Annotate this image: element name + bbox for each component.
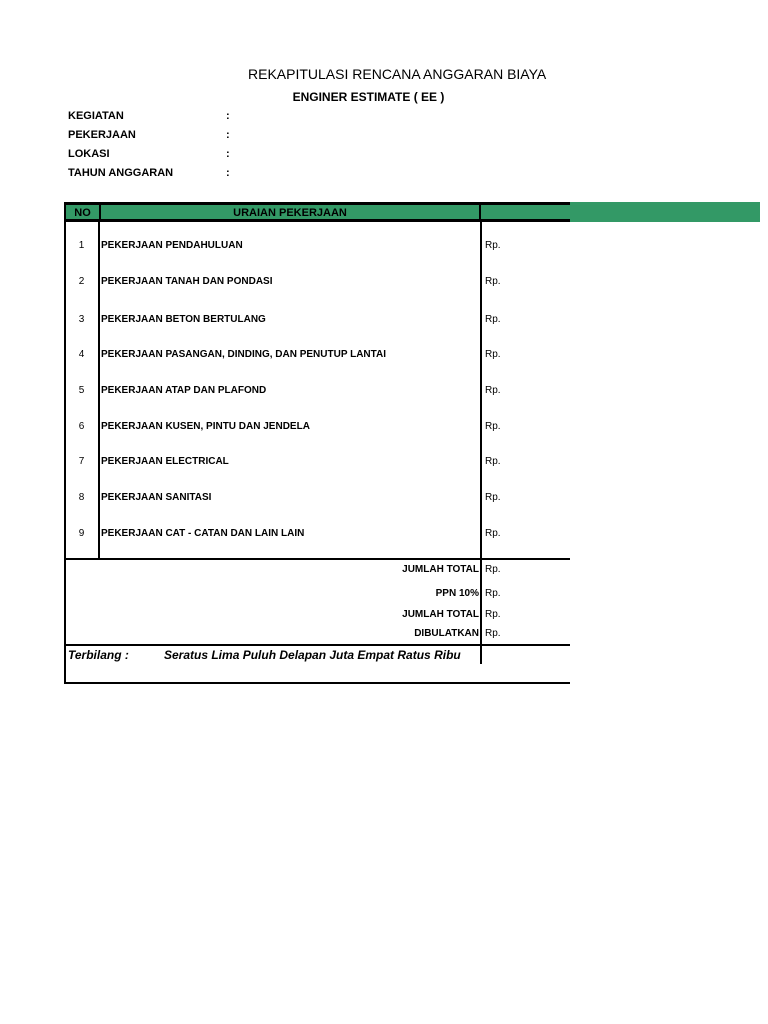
row-uraian: PEKERJAAN TANAH DAN PONDASI — [101, 276, 273, 287]
row-uraian: PEKERJAAN PENDAHULUAN — [101, 240, 243, 251]
items-bottom-border — [64, 558, 570, 560]
row-rp: Rp. — [485, 276, 501, 287]
summary-rp: Rp. — [485, 628, 501, 639]
row-rp: Rp. — [485, 240, 501, 251]
row-rp: Rp. — [485, 421, 501, 432]
column-divider-amount — [480, 222, 482, 664]
info-colon: : — [226, 129, 230, 141]
info-label-pekerjaan: PEKERJAAN — [68, 129, 136, 141]
table-border-left — [64, 222, 66, 684]
row-no: 2 — [78, 276, 85, 287]
row-no: 8 — [78, 492, 85, 503]
header-green-band — [570, 202, 760, 222]
column-header-no: NO — [64, 202, 99, 222]
terbilang-label: Terbilang : — [68, 648, 129, 662]
summary-rp: Rp. — [485, 588, 501, 599]
row-no: 7 — [78, 456, 85, 467]
column-header-amount — [481, 202, 570, 222]
info-label-lokasi: LOKASI — [68, 148, 110, 160]
row-no: 1 — [78, 240, 85, 251]
summary-label-jumlah-total: JUMLAH TOTAL — [402, 564, 479, 575]
info-label-kegiatan: KEGIATAN — [68, 110, 124, 122]
row-rp: Rp. — [485, 349, 501, 360]
row-rp: Rp. — [485, 385, 501, 396]
row-no: 5 — [78, 385, 85, 396]
row-uraian: PEKERJAAN SANITASI — [101, 492, 212, 503]
summary-label-jumlah-total-2: JUMLAH TOTAL — [402, 609, 479, 620]
summary-label-dibulatkan: DIBULATKAN — [414, 628, 479, 639]
summary-rp: Rp. — [485, 609, 501, 620]
row-no: 3 — [78, 314, 85, 325]
rab-table — [64, 202, 570, 684]
row-uraian: PEKERJAAN ATAP DAN PLAFOND — [101, 385, 267, 396]
row-uraian: PEKERJAAN KUSEN, PINTU DAN JENDELA — [101, 421, 310, 432]
row-uraian: PEKERJAAN BETON BERTULANG — [101, 314, 266, 325]
row-no: 9 — [78, 528, 85, 539]
row-uraian: PEKERJAAN PASANGAN, DINDING, DAN PENUTUP LANTAI — [101, 349, 387, 360]
summary-rp: Rp. — [485, 564, 501, 575]
row-uraian: PEKERJAAN ELECTRICAL — [101, 456, 229, 467]
row-rp: Rp. — [485, 492, 501, 503]
row-no: 6 — [78, 421, 85, 432]
row-no: 4 — [78, 349, 85, 360]
info-colon: : — [226, 110, 230, 122]
table-bottom-border — [64, 682, 570, 684]
row-uraian: PEKERJAAN CAT - CATAN DAN LAIN LAIN — [101, 528, 305, 539]
row-rp: Rp. — [485, 528, 501, 539]
page-subtitle: ENGINER ESTIMATE ( EE ) — [292, 90, 445, 104]
info-colon: : — [226, 167, 230, 179]
row-rp: Rp. — [485, 456, 501, 467]
info-label-tahun-anggaran: TAHUN ANGGARAN — [68, 167, 174, 179]
terbilang-text: Seratus Lima Puluh Delapan Juta Empat Ratus Ribu — [164, 648, 461, 662]
summary-bottom-border — [64, 644, 570, 646]
page-title: REKAPITULASI RENCANA ANGGARAN BIAYA — [248, 66, 547, 82]
row-rp: Rp. — [485, 314, 501, 325]
summary-label-ppn: PPN 10% — [435, 588, 479, 599]
info-colon: : — [226, 148, 230, 160]
column-header-uraian: URAIAN PEKERJAAN — [99, 202, 481, 222]
